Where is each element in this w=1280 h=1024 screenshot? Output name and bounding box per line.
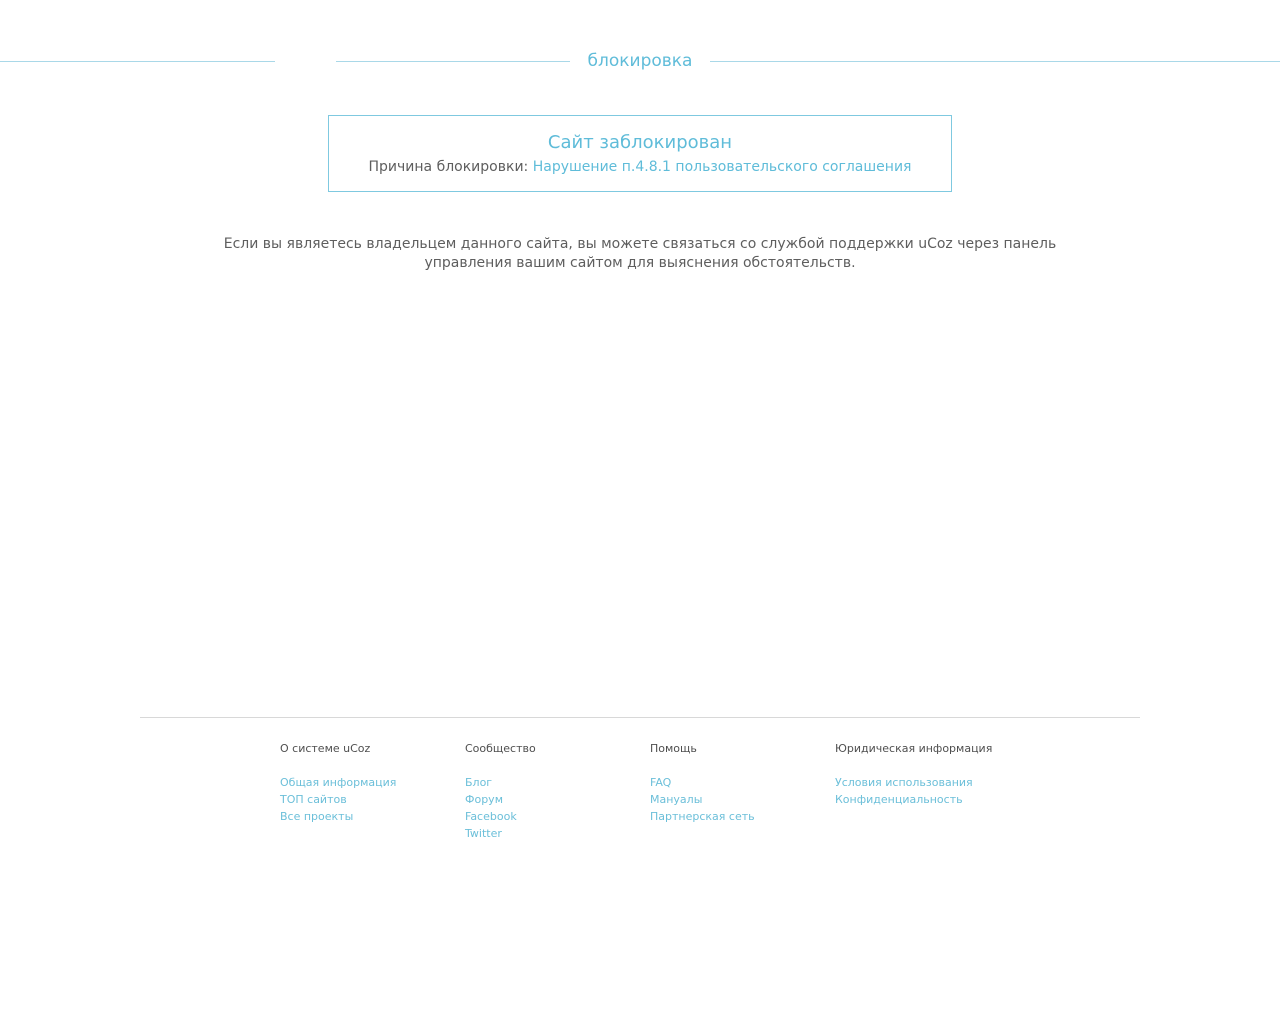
footer-column-about xyxy=(280,742,396,825)
footer-link-forum[interactable]: Форум xyxy=(465,793,503,806)
footer-heading: О системе uCoz xyxy=(280,742,371,755)
footer-heading: Юридическая информация xyxy=(835,742,993,755)
footer-link-partner-network[interactable]: Партнерская сеть xyxy=(650,810,755,823)
footer-column-legal xyxy=(835,742,992,808)
notice-title: Сайт заблокирован xyxy=(547,132,733,153)
owner-message: Если вы являетесь владельцем данного сайта, вы можете связаться со службой поддержки uCoz через панель управления вашим сайтом для выяснения обстоятельств. xyxy=(223,236,1057,271)
header-divider-middle xyxy=(336,61,570,62)
footer-heading: Сообщество xyxy=(465,742,536,755)
footer-link-manuals[interactable]: Мануалы xyxy=(650,793,703,806)
footer-link-blog[interactable]: Блог xyxy=(465,776,493,789)
page-title: блокировка xyxy=(587,51,693,71)
footer-link-terms[interactable]: Условия использования xyxy=(835,776,973,789)
header-divider-left xyxy=(0,61,275,62)
footer-column-help xyxy=(650,742,755,825)
footer-link-all-projects[interactable]: Все проекты xyxy=(280,810,354,823)
reason-link[interactable]: Нарушение п.4.8.1 пользовательского соглашения xyxy=(532,159,912,175)
footer-heading: Помощь xyxy=(650,742,697,755)
block-notice xyxy=(328,115,952,192)
footer-link-general-info[interactable]: Общая информация xyxy=(280,776,397,789)
notice-reason xyxy=(329,158,951,176)
footer-divider xyxy=(140,717,1140,718)
footer-link-twitter[interactable]: Twitter xyxy=(465,827,502,840)
footer-link-faq[interactable]: FAQ xyxy=(650,776,672,789)
footer-column-community xyxy=(465,742,536,842)
footer-link-facebook[interactable]: Facebook xyxy=(465,810,517,823)
footer-link-privacy[interactable]: Конфиденциальность xyxy=(835,793,963,806)
reason-label: Причина блокировки: xyxy=(368,159,529,175)
header-divider-right xyxy=(710,61,1280,62)
footer-link-top-sites[interactable]: ТОП сайтов xyxy=(280,793,347,806)
